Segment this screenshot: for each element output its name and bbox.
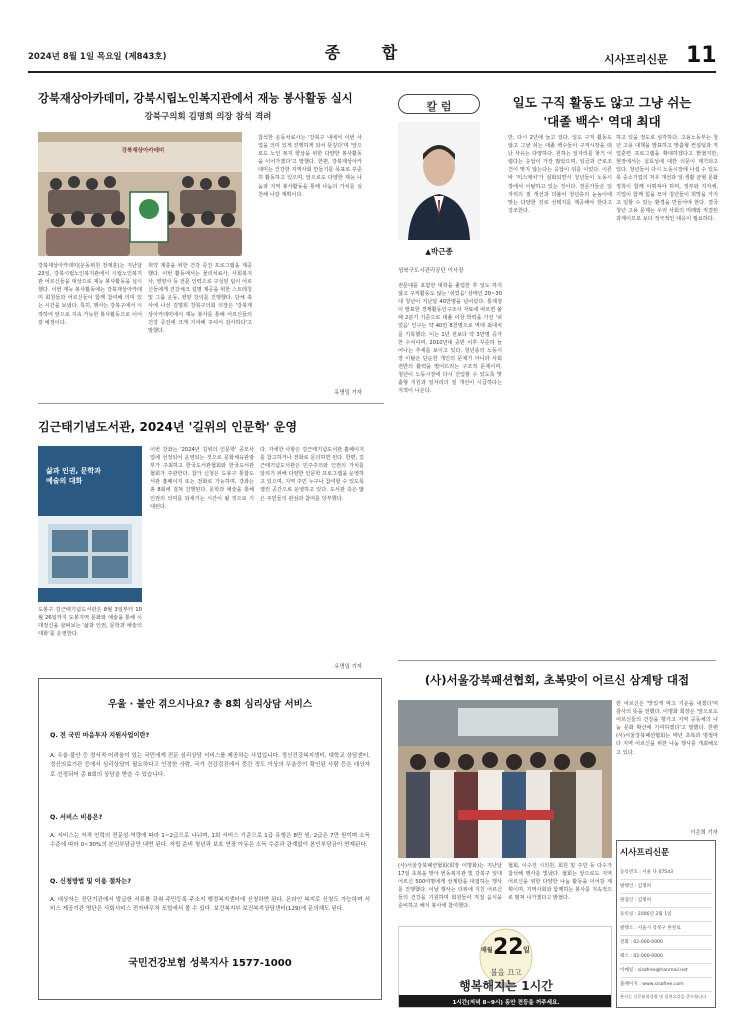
article2-headline-line1: 일도 구직 활동도 않고 그냥 쉬는 [512,95,692,110]
masthead-info-line: 등록일 : 2006년 2월 1일 [620,908,712,922]
article3-byline: 유명일 기자 [334,664,362,670]
ad2-line1: 불을 끄고 [490,968,522,977]
author-portrait-icon [398,122,480,240]
ad1-footer: 국민건강보험 성북지사 1577-1000 [128,958,292,969]
article3-body-col1: 이번 강좌는 '2024년 길위의 인문학' 공모사업에 선정되어 운영되는 것으로 문화체육관광부가 주최하고 한국도서관협회와 한국도서관협회가 주관한다. 참가 신청은 도봉구 통합도서관 홈페이지 또는 전화로 가능하며, 강좌는 총 8회에 걸쳐 진행된다. 문학과 예술을 통해 인권의 의미를 되새기는 시간이 될 것으로 기대된다. [150,447,254,510]
article1-body-col2: 취약 계층을 위한 건강 증진 프로그램을 제공했다. 이번 활동에서는 물리치료사, 사회복지사, 영양사 등 전문 인력으로 구성된 팀이 어르신들에게 건강체크 설명 제공을 위한 스트레칭 및 그룹 운동, 영양 강의를 진행했다. 단체 축사에 나선 김명희 강북구의회 의장은 '강북재상아카데미에서 재능 봉사를 통해 어르신들의 건강 증진에 크게 기여해 주셔서 감사하다'고 말했다. [148,263,252,334]
header-page-number: 11 [686,43,717,68]
section-divider-2 [398,660,716,661]
masthead-info-line: 편집인 : 김명희 [620,894,712,908]
article1-body-col3: 참석한 운동치료사는 '강북구 내에서 이번 사업을 의미 있게 진행하게 되어 뜻깊다'며 '앞으로도 노인 복지 향상을 위한 다양한 봉사활동을 이어가겠다'고 말했다. 한편, 강북재상아카데미는 건강한 지역사회 만들기를 목표로 꾸준히 활동하고 있으며, 앞으로도 다양한 재능 나눔과 지역 봉사활동을 통해 나눔의 가치를 실천해 나갈 계획이다. [258,135,362,198]
article2-body-col1: 만, 다시 2년에 늘고 있다. 일도 구직 활동도 않고 그냥 쉬는 대졸 백수들이 구직시장을 떠난 사유는 다양하다. 원하는 일자리를 찾기 어렵다는 응답이 가장 많았으며, 임금과 근로조건이 맞지 않는다는 응답이 뒤를 이었다. 이른바 '미스매치'가 심화되면서 청년들이 노동시장에서 이탈하고 있는 것이다. 전문가들은 일자리의 질 개선과 더불어 청년층의 눈높이에 맞는 다양한 진로 선택지를 제공해야 한다고 강조한다. [508,135,612,214]
header-rule [28,71,716,73]
ad2-box [398,926,612,1008]
ad1-q3: Q. 신청방법 및 이용 절차는? [50,878,131,885]
ad2-day-number: 22 [493,935,524,960]
masthead-name: 시사프리신문 [620,848,670,858]
volunteers-photo-illustration [398,700,612,858]
column-author-name: ▲박근종 [425,247,453,256]
column-body: 전문대를 포함한 대학을 졸업한 후 일도 하지 않고 구직활동도 않는 '쉬었음' 상태인 20~30대 청년이 지난달 40만명을 넘어섰다. 통계청이 발표한 경제활동인구조사 자료에 따르면 올해 2분기 기준으로 대졸 이상 학력을 가진 '쉬었음' 인구는 약 40만 8천명으로 역대 최대치를 기록했다. 이는 1년 전보다 약 3만명 증가한 수치이며, 2010년대 중반 이후 꾸준히 늘어나는 추세를 보이고 있다. 청년층의 노동시장 이탈은 단순한 개인의 문제가 아니라 사회 전반의 활력을 떨어뜨리는 구조적 문제이며, 청년이 노동시장에 다시 진입할 수 있도록 맞춤형 지원과 일자리의 질 개선이 시급하다는 지적이 나온다. [398,283,502,395]
ad2-line2: 행복해지는 1시간 [459,979,553,993]
article4-body-col3: 한 어르신은 '맛있게 먹고 기운을 내겠다'며 감사의 뜻을 전했다. 이명화 회장은 '앞으로도 어르신들의 건강을 챙기고 지역 공동체의 나눔 문화 확산에 기여하겠다'고 말했다. 한편 (사)서울강북패션협회는 매년 초복과 명절마다 지역 어르신을 위한 나눔 행사를 개최해오고 있다. [616,701,718,756]
ad1-q2: Q. 서비스 비용은? [50,814,103,821]
ad1-a2: A. 서비스는 자격 인력의 전문성·역량에 따라 1~2급으로 나뉘며, 1회 서비스 기준으로 1급 유형은 8만 원, 2급은 7만 원이며 소득 수준에 따라 0~30%의 본인부담금만 내면 된다. 자립 준비 청년과 보호 연장 아동은 소득 수준과 관계없이 본인부담금이 면제된다. [50,833,370,849]
article1-headline: 강북재상아카데미, 강북시립노인복지관에서 재능 봉사활동 실시 [38,92,353,105]
column-author-title: 성북구도시관리공단 이사장 [398,268,464,274]
masthead-info-line: 전화 : 02-000-0000 [620,936,712,950]
article3-headline: 김근태기념도서관, 2024년 '길위의 인문학' 운영 [38,420,298,434]
article1-photo-banner: 강북재상아카데미 [121,148,165,154]
article4-body-col2: 협회, 이수진 시의원, 회원 및 주민 등 다수가 참석해 행사를 빛냈다. 협회는 앞으로도 지역 어르신을 위한 다양한 나눔 활동을 이어갈 계획이며, 지역사회와 함께하는 봉사를 지속적으로 펼쳐 나가겠다고 밝혔다. [508,863,612,902]
article3-caption: 도봉구 김근태기념도서관은 8월 3일부터 10월 26일까지 도봉지역 문화와 예술을 통해 시대정신을 살펴보는 '삶과 인권, 문학과 예술의 대화'를 운영한다. [38,607,142,637]
masthead-info-line: 본지는 신문윤리강령 및 실천요강을 준수합니다 [620,994,707,999]
article1-subhead: 강북구의회 김명희 의장 참석 격려 [144,112,272,122]
article3-poster-title: 삶과 인권, 문학과 예술의 대화 [46,467,101,485]
masthead-info-line: 이메일 : sisafree@hanmail.net [620,964,712,978]
ad1-title: 우울 · 불안 겪으시나요? 총 8회 심리상담 서비스 [107,699,313,710]
ad1-a1: A. 우울·불안 등 정서적 어려움이 있는 국민에게 전문 심리상담 서비스를 제공하는 사업입니다. 정신건강복지센터, 대학교 상담센터, 정신의료기관 등에서 심리상담이 필요하다고 인정한 사람, 국가 건강검진에서 중간 정도 이상의 우울증이 확인된 사람 등은 대상자로 선정되어 총 8회의 상담을 받을 수 있습니다. [50,753,370,778]
column-tag: 칼 럼 [426,100,452,113]
article4-byline: 이은희 기자 [690,830,718,836]
article2-body-col2: 하고 있을 정도로 심각하다. 고용노동부는 청년 고용 대책을 발표하고 맞춤형 컨설팅과 직업훈련 프로그램을 확대하겠다고 밝혔지만, 현장에서는 실효성에 대한 의문이 제기되고 있다. 청년들이 다시 노동시장에 나설 수 있도록 중소기업의 처우 개선과 일·생활 균형 문화 정착이 함께 이뤄져야 하며, 정부와 지자체, 기업이 함께 힘을 모아 청년들이 희망을 가지고 일할 수 있는 환경을 만들어야 한다. 결국 청년 고용 문제는 우리 사회의 미래와 직결된 과제이므로 보다 적극적인 대응이 필요하다. [616,135,718,222]
article1-body-col1: 강북재상아카데미(운동위원 장재훈)는 지난달 23일, 강북시립노인복지관에서 시립노인복지관 어르신들을 대상으로 재능 봉사활동을 실시했다. 이번 재능 봉사활동에는 강북재상아카데미 회원들과 어르신들이 함께 참여해 의미 있는 시간을 보냈다. 특히, 행사는 강북구에서 시작하여 앞으로 지속 가능한 봉사활동으로 이어갈 예정이다. [38,263,142,326]
article3-poster [38,446,142,602]
masthead-info-line: 발행인 : 김명희 [620,880,712,894]
column-author-photo [398,122,480,240]
article4-headline: (사)서울강북패션협회, 초복맞이 어르신 삼계탕 대접 [424,673,690,687]
article2-headline-line2: '대졸 백수' 역대 최대 [543,114,661,129]
masthead-info-line: 발행소 : 서울시 강북구 한천로 [620,922,712,936]
masthead-info [620,866,712,1001]
ad1-a3: A. 대상자는 진단기관에서 발급한 서류를 갖춰 주민등록 주소지 행정복지센터에 신청하면 된다. 온라인 복지로 신청도 가능하며 서비스 제공기관 명단은 사회서비스 전자바우처 포털에서 볼 수 있다. 보건복지부 보건복지상담센터(129)에 문의해도 된다. [50,897,370,913]
article1-photo [38,132,242,256]
masthead-info-line: 팩스 : 02-000-0000 [620,950,712,964]
ad2-month-label: 매월 [481,947,493,954]
article3-body-col2: 다. 자세한 사항은 김근태기념도서관 홈페이지를 참고하거나 전화로 문의하면 된다. 한편, 김근태기념도서관은 민주주의와 인권의 가치를 알리기 위해 다양한 인문학 프로그램을 운영하고 있으며, 지역 주민 누구나 참여할 수 있도록 열린 공간으로 운영하고 있다. 도서관 측은 많은 주민들의 관심과 참여를 당부했다. [260,447,364,502]
masthead-info-line: 등록번호 : 서울 다 07543 [620,866,712,880]
masthead-info-line: 홈페이지 : www.sisafree.com [620,978,712,992]
header-date: 2024년 8월 1일 목요일 (제843호) [28,52,167,62]
section-divider-1 [38,403,384,404]
header-section: 종 합 [324,43,416,62]
article1-byline: 유명일 기자 [334,390,362,396]
ad2-day-suffix: 일 [523,946,530,954]
ad1-q1: Q. 전 국민 마음투자 지원사업이란? [50,732,150,739]
article4-photo [398,700,612,858]
article4-body-col1: (사)서울강북패션협회(회장 이명화)는 지난달 17일 초복을 맞아 번동복지관 및 강북구 일대 어르신 500여명에게 삼계탕을 대접하는 행사를 진행했다. 이날 행사는 더위에 지친 어르신들의 건강을 기원하며 회원들이 직접 음식을 준비하고 배식 봉사에 참여했다. [398,863,502,910]
ad2-bar-text: 1시간(저녁 8~9시) 동안 전등을 꺼주세요. [452,1000,560,1006]
header-paper-name: 시사프리신문 [604,53,668,66]
